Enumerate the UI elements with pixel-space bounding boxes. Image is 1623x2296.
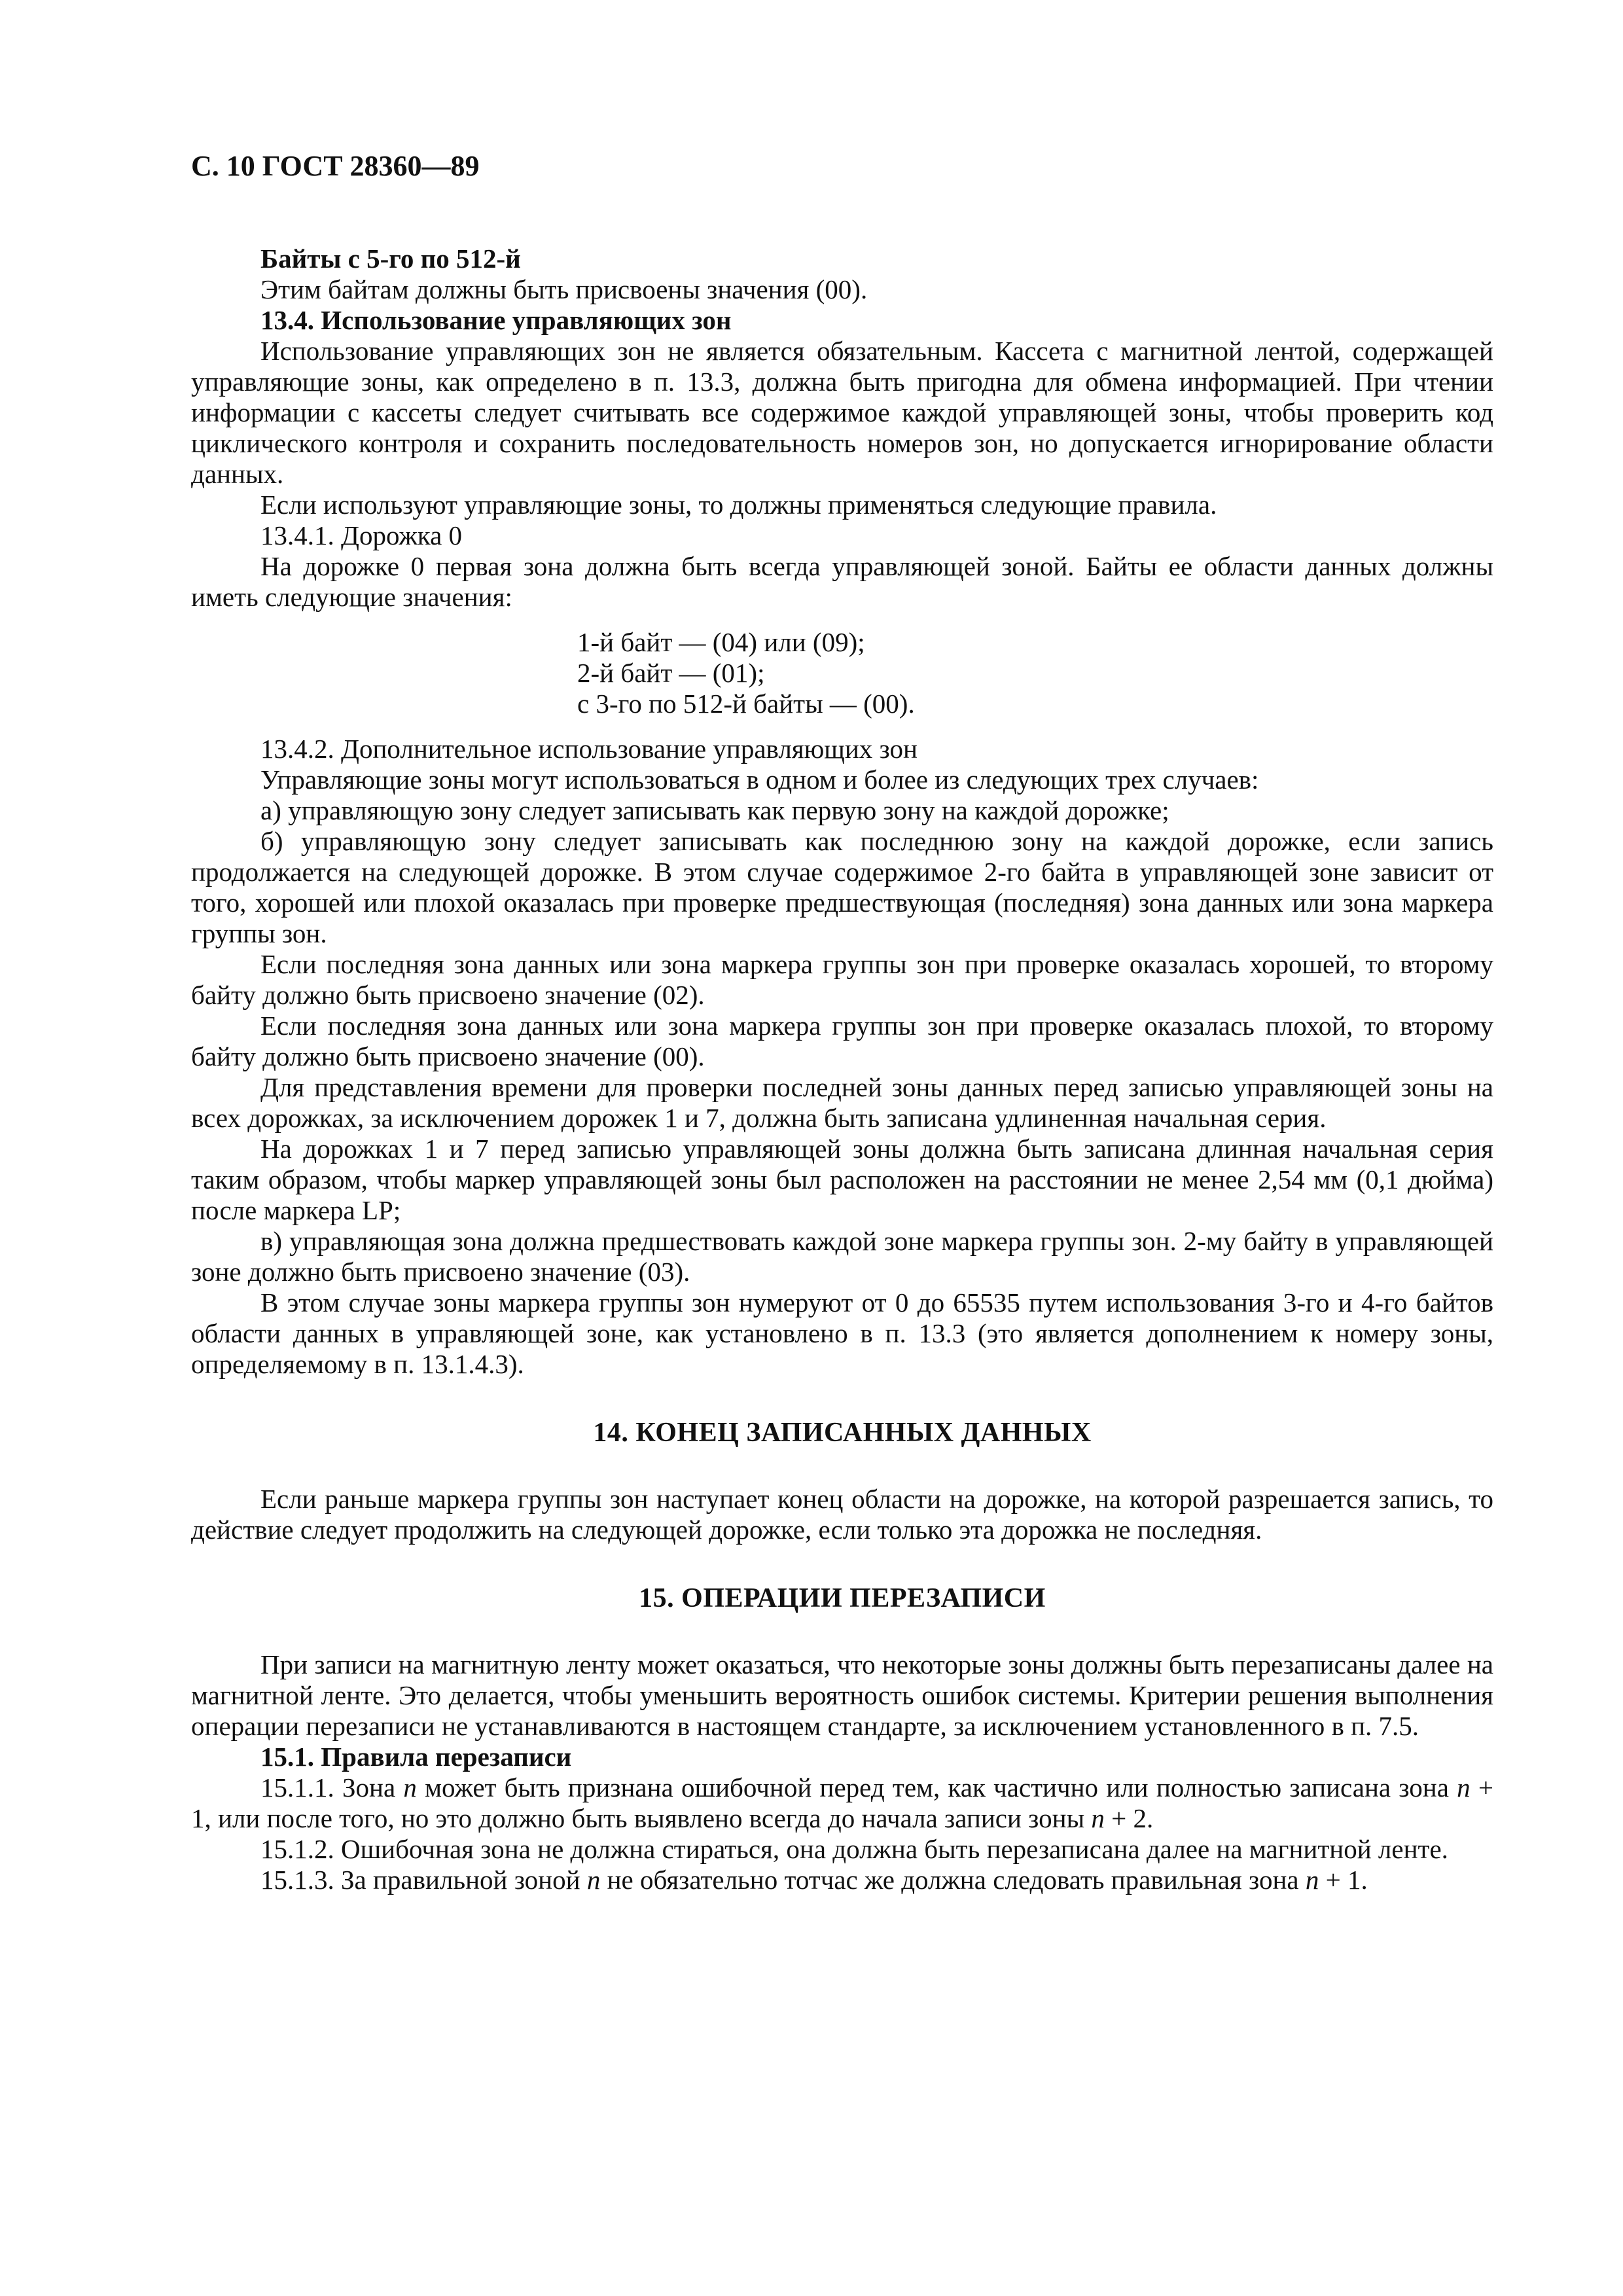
paragraph: На дорожке 0 первая зона должна быть всегда управляющей зоной. Байты ее области данных должны иметь следующие значения:	[191, 551, 1493, 612]
page-header: С. 10 ГОСТ 28360—89	[191, 150, 480, 182]
paragraph: Если раньше маркера группы зон наступает конец области на дорожке, на которой разрешается запись, то действие следует продолжить на следующей дорожке, если только эта дорожка не последняя.	[191, 1484, 1493, 1545]
paragraph: При записи на магнитную ленту может оказаться, что некоторые зоны должны быть перезаписаны далее на магнитной ленте. Это делается, чтобы уменьшить вероятность ошибок системы. Критерии решения выполнения операции перезаписи не устанавливаются в настоящем стандарте, за исключением установленного в п. 7.5.	[191, 1649, 1493, 1741]
paragraph: Этим байтам должны быть присвоены значения (00).	[260, 274, 868, 304]
paragraph: Управляющие зоны могут использоваться в одном и более из следующих трех случаев:	[260, 764, 1259, 795]
list-item: с 3-го по 512-й байты — (00).	[577, 689, 915, 719]
list-item: 1-й байт — (04) или (09);	[577, 627, 865, 657]
list-item-a: а) управляющую зону следует записывать как первую зону на каждой дорожке;	[260, 795, 1169, 825]
list-item-v: в) управляющая зона должна предшествовать каждой зоне маркера группы зон. 2-му байту в управляющей зоне должно быть присвоено значение (03).	[191, 1226, 1493, 1287]
section-15-title: 15. ОПЕРАЦИИ ПЕРЕЗАПИСИ	[639, 1583, 1046, 1613]
byte-values-list	[577, 627, 1493, 719]
paragraph: Если используют управляющие зоны, то должны применяться следующие правила.	[260, 490, 1217, 520]
paragraph: Если последняя зона данных или зона маркера группы зон при проверке оказалась плохой, то второму байту должно быть присвоено значение (00).	[191, 1011, 1493, 1071]
clause-13-4-2-heading: 13.4.2. Дополнительное использование управляющих зон	[260, 734, 918, 764]
paragraph: Если последняя зона данных или зона маркера группы зон при проверке оказалась хорошей, то второму байту должно быть присвоено значение (02).	[191, 949, 1493, 1010]
section-13-4-heading: 13.4. Использование управляющих зон	[260, 305, 732, 335]
bytes-5-512-heading: Байты с 5-го по 512-й	[260, 243, 521, 274]
section-14-title: 14. КОНЕЦ ЗАПИСАННЫХ ДАННЫХ	[593, 1418, 1092, 1448]
clause-15-1-3: 15.1.3. За правильной зоной n не обязательно тотчас же должна следовать правильная зона n + 1.	[260, 1865, 1368, 1895]
paragraph: На дорожках 1 и 7 перед записью управляющей зоны должна быть записана длинная начальная серия таким образом, чтобы маркер управляющей зоны был расположен на расстоянии не менее 2,54 мм (0,1 дюйма) после маркера LP;	[191, 1134, 1493, 1225]
list-item-b: б) управляющую зону следует записывать как последнюю зону на каждой дорожке, если запись продолжается на следующей дорожке. В этом случае содержимое 2-го байта в управляющей зоне зависит от того, хорошей или плохой оказалась при проверке предшествующая (последняя) зона данных или зона маркера группы зон.	[191, 826, 1493, 948]
paragraph: В этом случае зоны маркера группы зон нумеруют от 0 до 65535 путем использования 3-го и 4-го байтов области данных в управляющей зоне, как установлено в п. 13.3 (это является дополнением к номеру зоны, определяемому в п. 13.1.4.3).	[191, 1287, 1493, 1379]
paragraph: Для представления времени для проверки последней зоны данных перед записью управляющей зоны на всех дорожках, за исключением дорожек 1 и 7, должна быть записана удлиненная начальная серия.	[191, 1072, 1493, 1133]
section-15-1-heading: 15.1. Правила перезаписи	[260, 1742, 572, 1772]
document-page	[191, 149, 1493, 1895]
clause-15-1-2: 15.1.2. Ошибочная зона не должна стираться, она должна быть перезаписана далее на магнитной ленте.	[260, 1834, 1448, 1864]
clause-13-4-1-heading: 13.4.1. Дорожка 0	[260, 520, 463, 550]
clause-15-1-1: 15.1.1. Зона n может быть признана ошибочной перед тем, как частично или полностью записана зона n + 1, или после того, но это должно быть выявлено всегда до начала записи зоны n + 2.	[191, 1772, 1493, 1833]
paragraph: Использование управляющих зон не является обязательным. Кассета с магнитной лентой, содержащей управляющие зоны, как определено в п. 13.3, должна быть пригодна для обмена информацией. При чтении информации с кассеты следует считывать все содержимое каждой управляющей зоны, чтобы проверить код циклического контроля и сохранить последовательность номеров зон, но допускается игнорирование области данных.	[191, 336, 1493, 489]
list-item: 2-й байт — (01);	[577, 658, 765, 688]
